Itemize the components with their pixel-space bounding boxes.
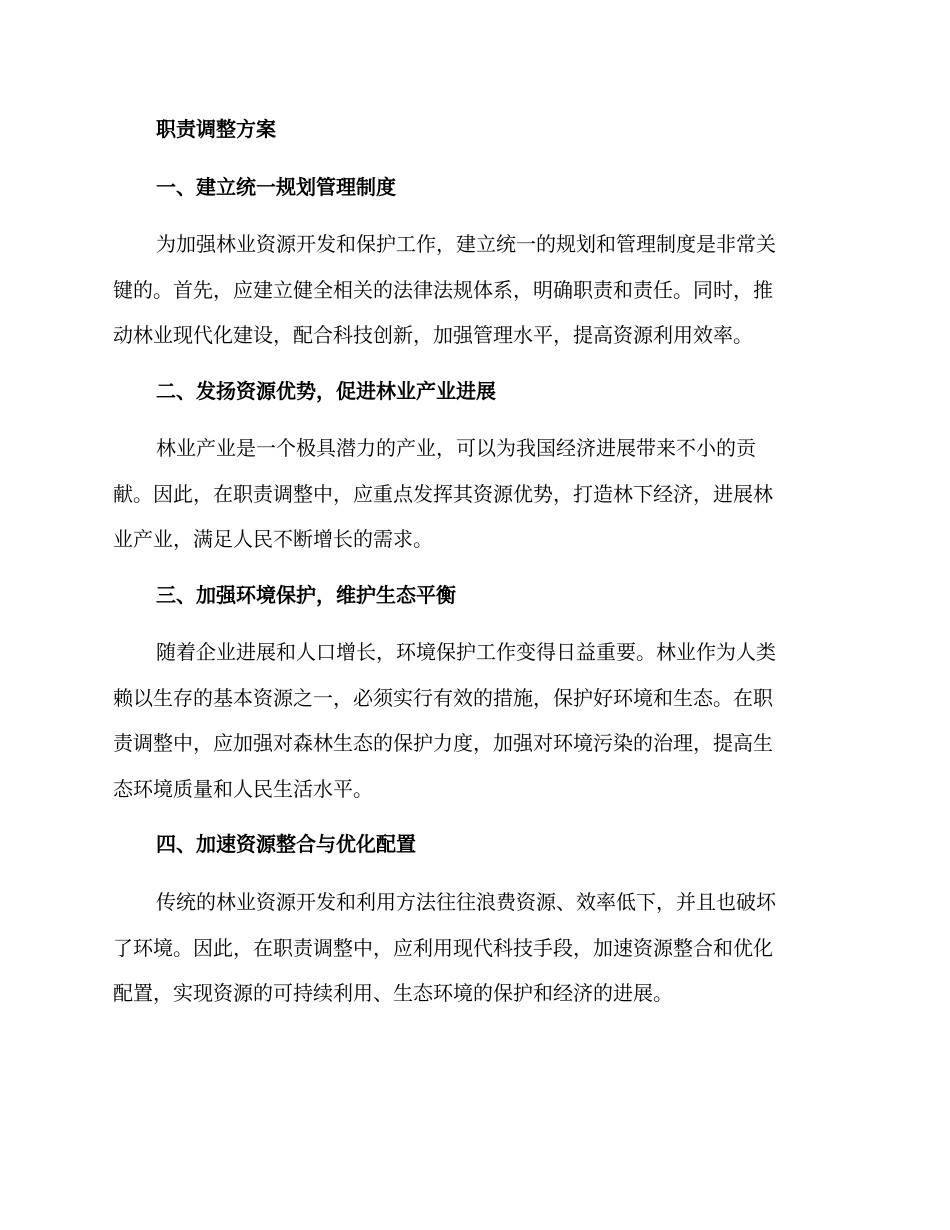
section-heading-3: 三、加强环境保护，维护生态平衡 <box>156 583 456 607</box>
paragraph-line: 配置，实现资源的可持续利用、生态环境的保护和经济的进展。 <box>113 981 673 1005</box>
paragraph-line: 键的。首先，应建立健全相关的法律法规体系，明确职责和责任。同时，推 <box>113 277 773 302</box>
section-heading-4: 四、加速资源整合与优化配置 <box>156 832 416 856</box>
paragraph-line: 动林业现代化建设，配合科技创新，加强管理水平，提高资源利用效率。 <box>113 323 753 347</box>
paragraph-line: 态环境质量和人民生活水平。 <box>113 776 373 801</box>
paragraph-line: 随着企业进展和人口增长，环境保护工作变得日益重要。林业作为人类 <box>156 640 776 664</box>
paragraph-line: 责调整中，应加强对森林生态的保护力度，加强对环境污染的治理，提高生 <box>113 731 773 755</box>
paragraph-line: 业产业，满足人民不断增长的需求。 <box>113 527 433 551</box>
section-paragraph-2 <box>113 426 829 563</box>
paragraph-line: 了环境。因此，在职责调整中，应利用现代科技手段，加速资源整合和优化 <box>113 935 773 960</box>
paragraph-line: 赖以生存的基本资源之一，必须实行有效的措施，保护好环境和生态。在职 <box>113 685 773 710</box>
section-paragraph-1 <box>113 222 829 359</box>
paragraph-line: 林业产业是一个极具潜力的产业，可以为我国经济进展带来不小的贡 <box>156 436 756 460</box>
section-paragraph-4 <box>113 880 829 1017</box>
section-heading-1: 一、建立统一规划管理制度 <box>156 175 396 199</box>
paragraph-line: 献。因此，在职责调整中，应重点发挥其资源优势，打造林下经济，进展林 <box>113 481 773 506</box>
document-title: 职责调整方案 <box>156 117 276 141</box>
section-paragraph-3 <box>113 630 829 812</box>
paragraph-line: 传统的林业资源开发和利用方法往往浪费资源、效率低下，并且也破坏 <box>156 890 776 914</box>
paragraph-line: 为加强林业资源开发和保护工作，建立统一的规划和管理制度是非常关 <box>156 232 776 256</box>
section-heading-2: 二、发扬资源优势，促进林业产业进展 <box>156 379 496 403</box>
